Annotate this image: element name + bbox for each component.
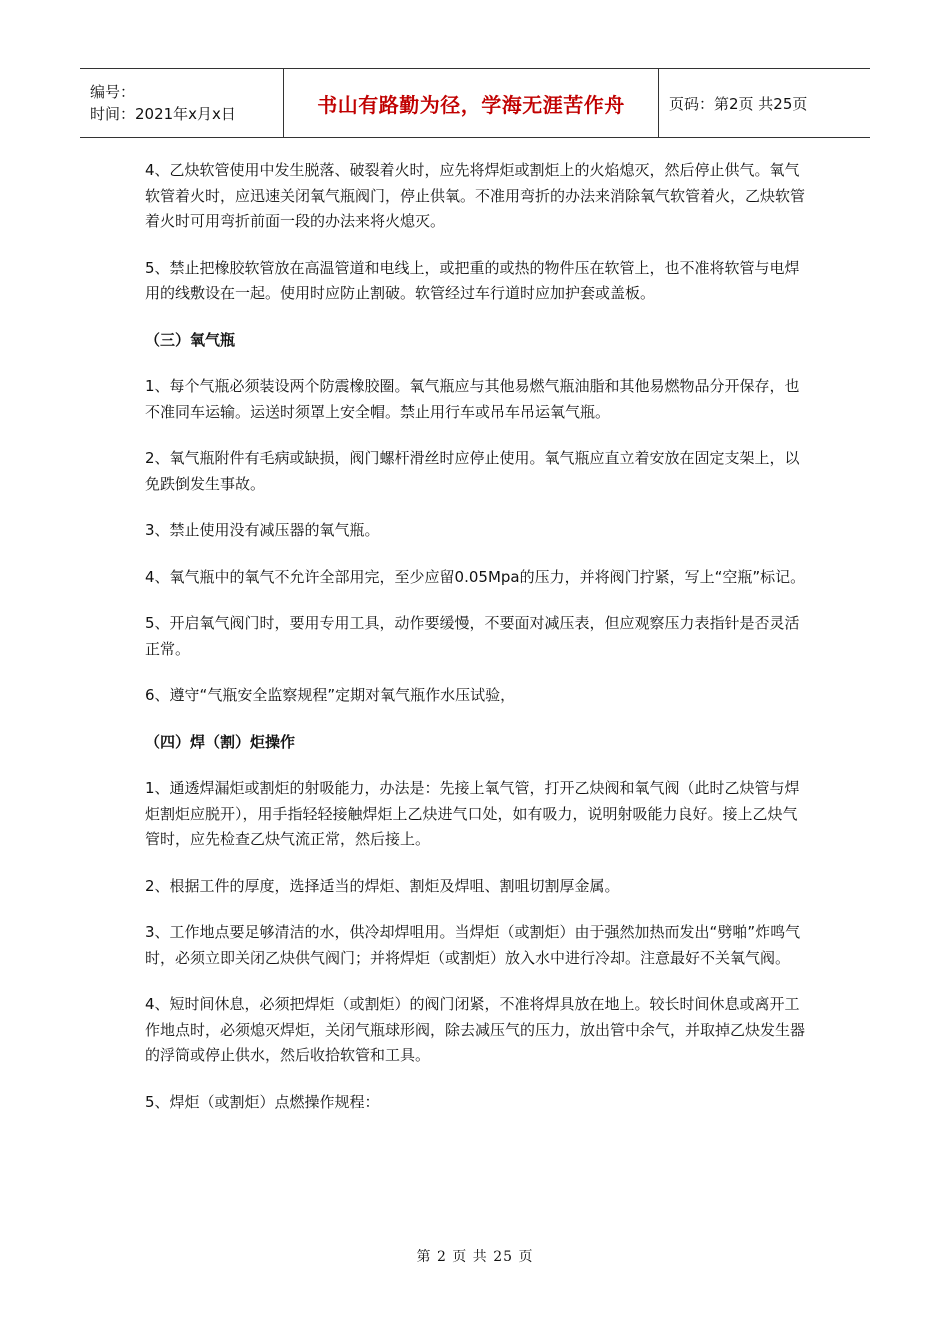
paragraph: 3、禁止使用没有减压器的氧气瓶。 [145, 521, 380, 539]
page-footer: 第 2 页 共 25 页 [416, 1249, 534, 1265]
header-page-info: 页码：第2页 共25页 [669, 94, 808, 113]
paragraph: 3、工作地点要足够清洁的水，供冷却焊咀用。当焊炬（或割炬）由于强然加热而发出“劈啪”炸鸣气时，必须立即关闭乙炔供气阀门；并将焊炬（或割炬）放入水中进行冷却。注意最好不关氧气阀。 [145, 923, 801, 967]
header-motto: 书山有路勤为径，学海无涯苦作舟 [317, 92, 625, 117]
paragraph: 4、短时间休息，必须把焊炬（或割炬）的阀门闭紧，不准将焊具放在地上。较长时间休息或离开工作地点时，必须熄灭焊炬，关闭气瓶球形阀，除去减压气的压力，放出管中余气，并取掉乙炔发生器的浮筒或停止供水，然后收拾软管和工具。 [145, 995, 806, 1064]
paragraph: 2、根据工件的厚度，选择适当的焊炬、割炬及焊咀、割咀切割厚金属。 [145, 876, 620, 895]
paragraph: 6、遵守“气瓶安全监察规程”定期对氧气瓶作水压试验， [145, 686, 516, 704]
header-motto-cell [283, 69, 659, 137]
section-heading: （三）氧气瓶 [145, 330, 236, 349]
paragraph: 5、禁止把橡胶软管放在高温管道和电线上，或把重的或热的物件压在软管上，也不准将软管与电焊用的线敷设在一起。使用时应防止割破。软管经过车行道时应加护套或盖板。 [145, 258, 800, 302]
paragraph: 2、氧气瓶附件有毛病或缺损，阀门螺杆滑丝时应停止使用。氧气瓶应直立着安放在固定支架上，以免跌倒发生事故。 [145, 449, 800, 493]
paragraph: 5、焊炬（或割炬）点燃操作规程： [145, 1092, 380, 1111]
document-body [145, 158, 810, 1136]
paragraph: 4、氧气瓶中的氧气不允许全部用完，至少应留0.05Mpa的压力，并将阀门拧紧，写上“空瓶”标记。 [145, 567, 806, 586]
document-number-label: 编号： [90, 83, 136, 101]
document-date: 时间：2021年x月x日 [90, 105, 236, 123]
header-meta [80, 69, 283, 137]
paragraph: 5、开启氧气阀门时，要用专用工具，动作要缓慢，不要面对减压表，但应观察压力表指针是否灵活正常。 [145, 614, 800, 658]
section-heading: （四）焊（割）炬操作 [145, 732, 296, 751]
paragraph: 4、乙炔软管使用中发生脱落、破裂着火时，应先将焊炬或割炬上的火焰熄灭，然后停止供气。氧气软管着火时，应迅速关闭氧气瓶阀门，停止供氧。不准用弯折的办法来消除氧气软管着火，乙炔软管着火时可用弯折前面一段的办法来将火熄灭。 [145, 161, 806, 230]
page-header [80, 68, 870, 138]
paragraph: 1、每个气瓶必须装设两个防震橡胶圈。氧气瓶应与其他易燃气瓶油脂和其他易燃物品分开保存，也不准同车运输。运送时须罩上安全帽。禁止用行车或吊车吊运氧气瓶。 [145, 377, 800, 421]
paragraph: 1、通透焊漏炬或割炬的射吸能力，办法是：先接上氧气管，打开乙炔阀和氧气阀（此时乙炔管与焊炬割炬应脱开），用手指轻轻接触焊炬上乙炔进气口处，如有吸力，说明射吸能力良好。接上乙炔气管时，应先检查乙炔气流正常，然后接上。 [145, 779, 800, 848]
